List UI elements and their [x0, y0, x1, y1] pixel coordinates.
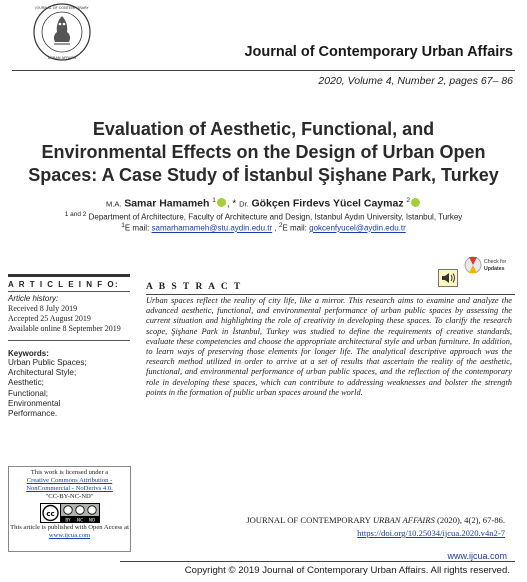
title-line-3: Spaces: A Case Study of İstanbul Şişhane Park, Turkey: [28, 165, 499, 185]
author-separator: , *: [226, 198, 240, 210]
article-info-panel: [8, 274, 130, 419]
cc-label: cc: [45, 510, 55, 518]
speaker-icon[interactable]: [438, 269, 458, 287]
journal-seal-logo: [32, 2, 92, 62]
citation-prefix: JOURNAL OF CONTEMPORARY: [246, 515, 373, 525]
received-date: Received 8 July 2019: [8, 304, 78, 313]
check-for-updates-icon[interactable]: [463, 247, 507, 283]
license-code: "CC-BY-NC-ND": [45, 493, 94, 500]
affiliation-sup: 1 and 2: [64, 211, 87, 218]
cc-nd-label: ND: [88, 517, 95, 523]
email-line: [0, 222, 527, 233]
title-line-1: Evaluation of Aesthetic, Functional, and: [92, 119, 435, 139]
abstract-rule: [146, 294, 515, 295]
author2-sup: 2: [406, 197, 410, 204]
email1-link[interactable]: samarhamameh@stu.aydin.edu.tr: [151, 223, 273, 233]
article-info-heading: A R T I C L E I N F O:: [8, 277, 130, 292]
history-label: Article history:: [8, 294, 59, 303]
check-updates-line2: Updates: [484, 266, 505, 272]
author1-degree: M.A.: [106, 199, 122, 209]
author2-name: Gökçen Firdevs Yücel Caymaz: [251, 197, 404, 210]
email1-sup: 1: [121, 222, 125, 229]
email2-label: E mail:: [282, 223, 310, 233]
issue-line: 2020, Volume 4, Number 2, pages 67– 86: [318, 75, 513, 87]
email1-label: E mail:: [124, 223, 152, 233]
orcid-icon[interactable]: [411, 198, 420, 207]
license-box: [8, 466, 131, 552]
copyright: Copyright © 2019 Journal of Contemporary Urban Affairs. All rights reserved.: [184, 565, 510, 576]
cc-by-label: BY: [64, 517, 71, 523]
keyword: Functional;: [8, 388, 49, 398]
affiliation-text: Department of Architecture, Faculty of Architecture and Design, Istanbul Aydın University, Istanbul, Turkey: [88, 212, 463, 222]
keywords-list: [8, 358, 130, 419]
author2-degree: Dr.: [239, 199, 249, 209]
author1-sup: 1: [212, 197, 216, 204]
keywords-heading: Keywords:: [8, 340, 130, 358]
journal-title: Journal of Contemporary Urban Affairs: [244, 44, 513, 60]
title-line-2: Environmental Effects on the Design of Urban Open: [41, 142, 486, 162]
abstract-heading: A B S T R A C T: [146, 282, 243, 292]
citation-suffix: (2020), 4(2), 67-86.: [434, 515, 505, 525]
orcid-icon[interactable]: [217, 198, 226, 207]
email-separator: ,: [272, 223, 279, 233]
footer-site-link[interactable]: www.ijcua.com: [447, 551, 507, 561]
check-updates-line1: Check for: [484, 259, 507, 265]
svg-text:JOURNAL OF CONTEMPORARY: JOURNAL OF CONTEMPORARY: [35, 6, 89, 10]
citation-italic: URBAN AFFAIRS: [372, 515, 435, 525]
available-date: Available online 8 September 2019: [8, 324, 121, 333]
keyword: Performance.: [8, 409, 58, 419]
doi-link[interactable]: https://doi.org/10.25034/ijcua.2020.v4n2-7: [357, 528, 505, 538]
published-text: This article is published with Open Access at: [10, 524, 129, 531]
citation: [246, 515, 505, 525]
published-link[interactable]: www.ijcua.com: [48, 532, 91, 539]
cc-nc-label: NC: [76, 517, 83, 523]
author1-name: Samar Hamameh: [124, 197, 210, 210]
cc-by-nc-nd-badge[interactable]: [40, 503, 100, 523]
keyword: Aesthetic;: [8, 378, 44, 388]
keyword: Urban Public Spaces;: [8, 358, 87, 367]
license-line1: This work is licensed under a: [30, 469, 109, 476]
article-title: [10, 118, 517, 187]
keyword: Environmental: [8, 398, 61, 408]
svg-text:URBAN AFFAIRS: URBAN AFFAIRS: [47, 56, 77, 60]
accepted-date: Accepted 25 August 2019: [8, 314, 91, 323]
author-line: [0, 197, 527, 209]
abstract-text: Urban spaces reflect the reality of city life, like a mirror. This research aims to examine and analyze the advanced aesthetic, functional, and environmental performance of urban public spaces by assessing the current situation and highlighting the role of creativity in developing these spaces. To clarify the research scope, Şişhane Park in İstanbul, Turkey was studied to define the requirements of creative standards, evaluate these competencies and choose the appropriate architectural style and urban furniture. In addition, to learn ways of preserving those elements for longer life. The analytical descriptive approach was the research method utilized in order to arrive at a set of results that ascertain the reality of the aesthetic, functional, and environmental performance of urban public spaces, and the reflection of the contemporary role in developing these spaces, which can contribute to addressing weaknesses and bolster the strength points in the formation of public urban spaces around the world.: [146, 296, 512, 397]
affiliation: [0, 211, 527, 222]
article-history: [8, 292, 130, 334]
email2-link[interactable]: gokcenfyucel@aydin.edu.tr: [309, 223, 406, 233]
header-rule: [12, 70, 515, 71]
email2-sup: 2: [278, 222, 283, 229]
keyword: Architectural Style;: [8, 368, 77, 378]
license-link[interactable]: Creative Commons Attribution - NonCommercial - NoDerivs 4.0.: [26, 477, 113, 492]
footer-rule: [120, 561, 515, 562]
